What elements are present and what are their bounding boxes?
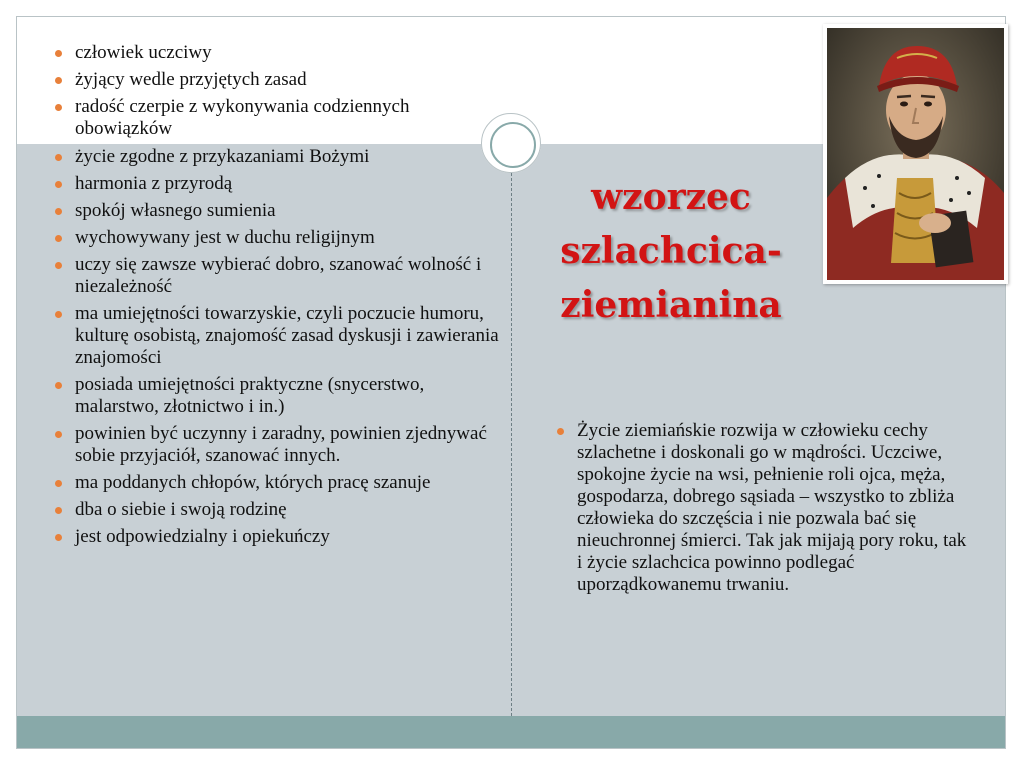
- nobleman-portrait-image: [823, 24, 1008, 284]
- bullet-icon: [557, 428, 564, 435]
- list-item-text: wychowywany jest w duchu religijnym: [75, 227, 375, 248]
- bullet-icon: [55, 77, 62, 84]
- list-item-text: spokój własnego sumienia: [75, 200, 276, 221]
- description-list: [557, 420, 967, 601]
- title-line: ziemianina: [560, 284, 782, 326]
- list-item-text: człowiek uczciwy: [75, 42, 212, 63]
- bullet-icon: [55, 534, 62, 541]
- list-item-text: ma poddanych chłopów, których pracę szanuje: [75, 472, 431, 493]
- list-item: [55, 499, 505, 521]
- bullet-icon: [55, 262, 62, 269]
- list-item-text: harmonia z przyrodą: [75, 173, 233, 194]
- list-item: [55, 96, 505, 140]
- bullet-icon: [55, 507, 62, 514]
- list-item: [55, 254, 505, 298]
- title-line: szlachcica-: [560, 230, 782, 272]
- list-item-text: posiada umiejętności praktyczne (snycerstwo, malarstwo, złotnictwo i in.): [75, 374, 425, 417]
- bullet-icon: [55, 50, 62, 57]
- list-item-text: żyjący wedle przyjętych zasad: [75, 69, 307, 90]
- list-item-text: powinien być uczynny i zaradny, powinien zjednywać sobie przyjaciół, szanować innych.: [75, 423, 487, 466]
- bullet-icon: [55, 181, 62, 188]
- slide-title: [521, 170, 821, 332]
- list-item: [55, 173, 505, 195]
- list-item: [55, 472, 505, 494]
- bullet-icon: [55, 104, 62, 111]
- list-item: [55, 526, 505, 548]
- bullet-icon: [55, 382, 62, 389]
- list-item: [55, 42, 505, 64]
- traits-list: [55, 42, 505, 553]
- list-item: [55, 227, 505, 249]
- bullet-icon: [55, 431, 62, 438]
- list-item-text: dba o siebie i swoją rodzinę: [75, 499, 287, 520]
- list-item: [55, 303, 505, 369]
- list-item-text: radość czerpie z wykonywania codziennych obowiązków: [75, 96, 410, 139]
- list-item-text: życie zgodne z przykazaniami Bożymi: [75, 146, 370, 167]
- list-item-text: ma umiejętności towarzyskie, czyli poczucie humoru, kulturę osobistą, znajomość zasad dyskusji i zawierania znajomości: [75, 303, 499, 368]
- bullet-icon: [55, 154, 62, 161]
- bullet-icon: [55, 208, 62, 215]
- list-item: [55, 69, 505, 91]
- bullet-icon: [55, 480, 62, 487]
- bullet-icon: [55, 235, 62, 242]
- title-line: wzorzec: [591, 176, 751, 218]
- list-item: [55, 146, 505, 168]
- list-item: [557, 420, 967, 596]
- list-item-text: jest odpowiedzialny i opiekuńczy: [75, 526, 330, 547]
- list-item: [55, 200, 505, 222]
- list-item: [55, 423, 505, 467]
- list-item-text: uczy się zawsze wybierać dobro, szanować wolność i niezależność: [75, 254, 482, 297]
- bullet-icon: [55, 311, 62, 318]
- portrait-illustration: [827, 28, 1004, 280]
- list-item: [55, 374, 505, 418]
- list-item-text: Życie ziemiańskie rozwija w człowieku cechy szlachetne i doskonali go w mądrości. Uczciwe, spokojne życie na wsi, pełnienie roli ojca, męża, gospodarza, dobrego sąsiada – wszystko to zbliża człowieka do szczęścia i nie pozwala bać się nieuchronnej śmierci. Tak jak mijają pory roku, tak i życie szlachcica powinno podlegać uporządkowanemu trwaniu.: [577, 420, 967, 595]
